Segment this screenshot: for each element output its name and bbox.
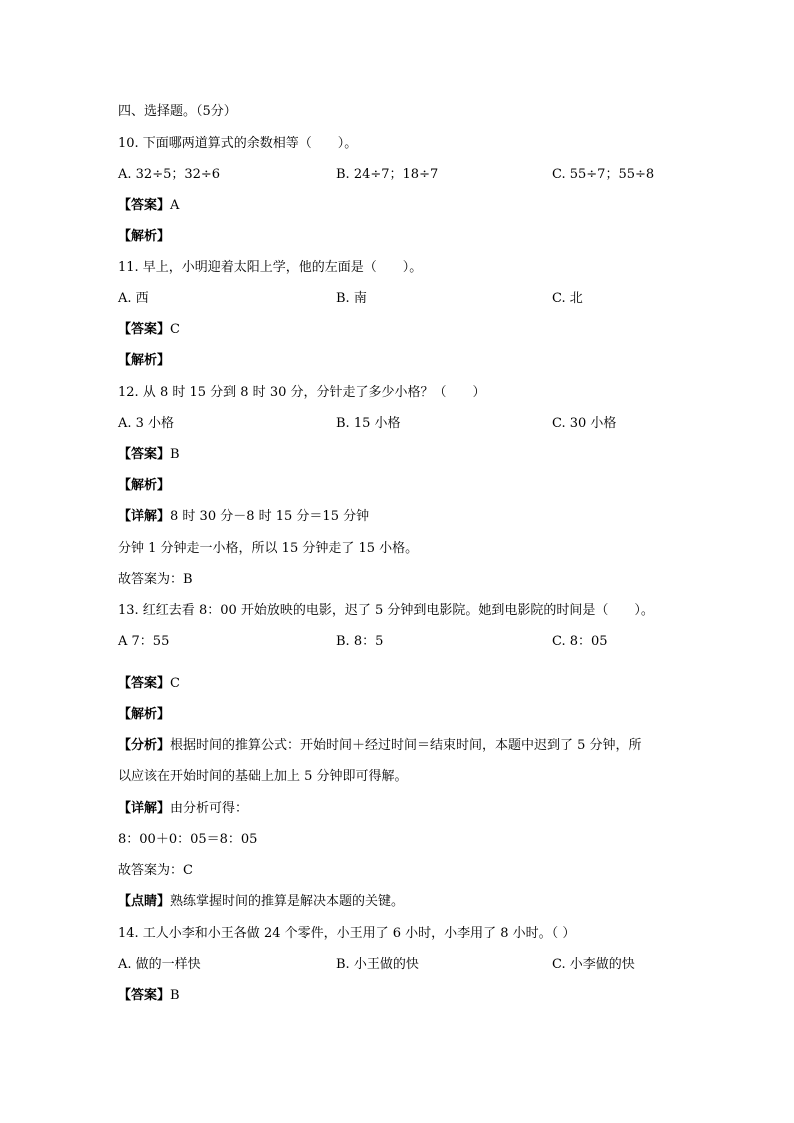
- answer-value: C: [170, 676, 180, 691]
- question-14-option-c: C. 小李做的快: [552, 957, 635, 972]
- question-11-stem: 11. 早上，小明迎着太阳上学，他的左面是（ ）。: [118, 260, 423, 275]
- detail-text: 8 时 30 分－8 时 15 分＝15 分钟: [170, 509, 370, 524]
- section-title: 四、选择题。（5分）: [118, 104, 237, 119]
- dianjing-text: 熟练掌握时间的推算是解决本题的关键。: [170, 894, 405, 909]
- question-10-answer: [118, 197, 179, 215]
- question-10-option-b: B. 24÷7；18÷7: [336, 167, 439, 182]
- answer-tag: 【答案】: [118, 676, 171, 691]
- answer-tag: 【答案】: [118, 988, 171, 1003]
- question-13-dianjing: [118, 893, 404, 911]
- answer-value: B: [170, 447, 180, 462]
- answer-tag: 【答案】: [118, 447, 171, 462]
- answer-value: B: [170, 988, 180, 1003]
- question-10-analysis-tag: [118, 228, 170, 246]
- question-14-stem: 14. 工人小李和小王各做 24 个零件，小王用了 6 小时，小李用了 8 小时。（ ）: [118, 926, 576, 941]
- question-11-option-b: B. 南: [336, 291, 367, 306]
- question-12-option-b: B. 15 小格: [336, 416, 401, 431]
- analysis-tag: 【解析】: [118, 707, 171, 722]
- question-10-stem: 10. 下面哪两道算式的余数相等（ ）。: [118, 136, 358, 151]
- answer-tag: 【答案】: [118, 198, 171, 213]
- question-10-option-a: A. 32÷5；32÷6: [118, 167, 221, 182]
- question-14-answer: [118, 987, 180, 1005]
- answer-value: A: [170, 198, 180, 213]
- question-12-option-a: A. 3 小格: [118, 416, 175, 431]
- question-12-detail-2: 分钟 1 分钟走一小格，所以 15 分钟走了 15 小格。: [118, 541, 419, 556]
- question-12-answer: [118, 446, 180, 464]
- dianjing-tag: 【点睛】: [118, 894, 171, 909]
- detail-text: 由分析可得：: [170, 801, 249, 816]
- question-11-analysis-tag: [118, 352, 170, 370]
- analysis-tag: 【解析】: [118, 353, 171, 368]
- question-13-detail: [118, 800, 248, 818]
- analysis-tag: 【解析】: [118, 229, 171, 244]
- question-13-analysis-tag: [118, 706, 170, 724]
- question-13-option-a: A 7：55: [118, 634, 170, 649]
- question-11-option-a: A. 西: [118, 291, 149, 306]
- question-13-option-b: B. 8：5: [336, 634, 384, 649]
- question-13-calc: 8：00＋0：05＝8：05: [118, 832, 258, 847]
- answer-tag: 【答案】: [118, 322, 171, 337]
- fenxi-text-1: 根据时间的推算公式：开始时间＋经过时间＝结束时间，本题中迟到了 5 分钟，所: [170, 738, 642, 753]
- question-12-stem: 12. 从 8 时 15 分到 8 时 30 分，分针走了多少小格？（ ）: [118, 385, 486, 400]
- question-10-option-c: C. 55÷7；55÷8: [552, 167, 655, 182]
- question-13-fenxi-2: 以应该在开始时间的基础上加上 5 分钟即可得解。: [118, 769, 408, 784]
- question-13-fenxi: [118, 737, 642, 755]
- detail-tag: 【详解】: [118, 801, 171, 816]
- question-11-answer: [118, 321, 180, 339]
- detail-tag: 【详解】: [118, 509, 171, 524]
- analysis-tag: 【解析】: [118, 478, 171, 493]
- question-13-option-c: C. 8：05: [552, 634, 608, 649]
- question-13-answer: [118, 675, 180, 693]
- question-14-option-a: A. 做的一样快: [118, 957, 201, 972]
- question-12-analysis-tag: [118, 477, 170, 495]
- question-13-conclusion: 故答案为：C: [118, 863, 193, 878]
- fenxi-tag: 【分析】: [118, 738, 171, 753]
- question-12-option-c: C. 30 小格: [552, 416, 617, 431]
- question-11-option-c: C. 北: [552, 291, 583, 306]
- question-13-stem: 13. 红红去看 8：00 开始放映的电影，迟了 5 分钟到电影院。她到电影院的时间是（ ）。: [118, 603, 654, 618]
- answer-value: C: [170, 322, 180, 337]
- question-12-detail: [118, 508, 369, 526]
- question-14-option-b: B. 小王做的快: [336, 957, 419, 972]
- question-12-conclusion: 故答案为：B: [118, 572, 193, 587]
